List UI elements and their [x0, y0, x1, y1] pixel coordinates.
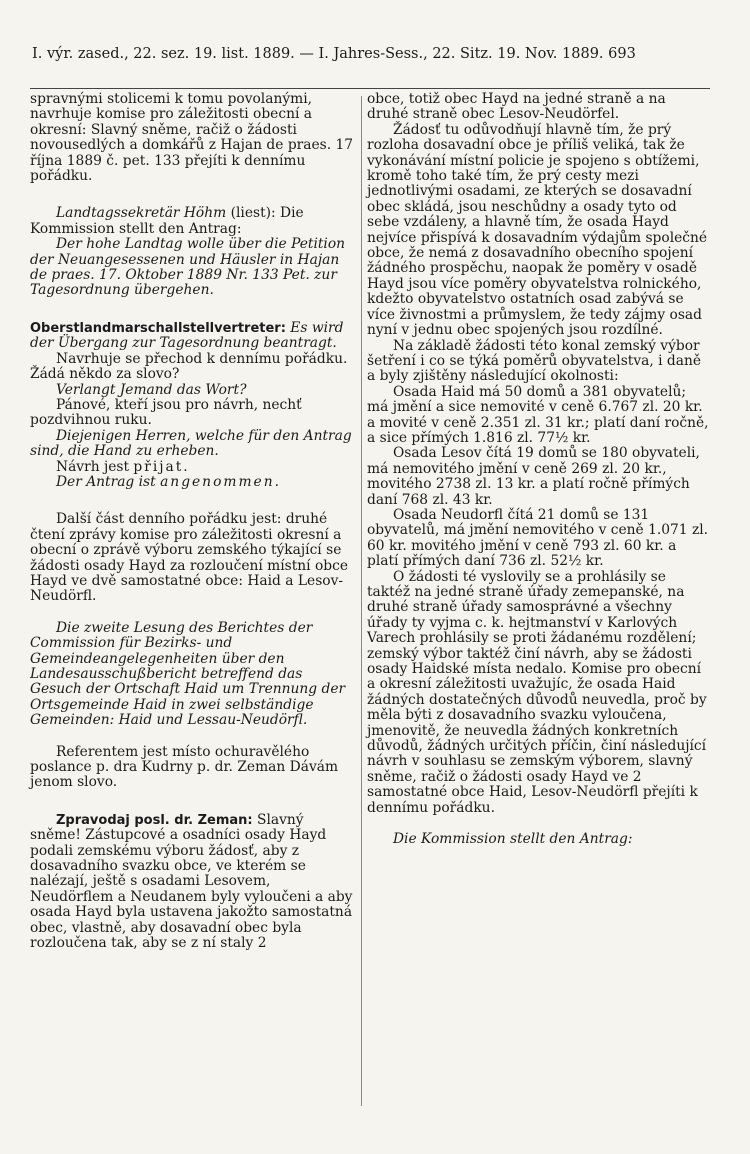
right-column	[367, 92, 709, 848]
header-text: I. výr. zased., 22. sez. 19. list. 1889. — I. Jahres-Sess., 22. Sitz. 19. Nov. 1889. 693	[32, 46, 636, 62]
speaker-name: Landtagssekretär Höhm	[56, 205, 227, 222]
paragraph-result-de: Der Antrag ist angenommen.	[56, 473, 281, 490]
left-column	[30, 92, 358, 952]
paragraph-commission-proposal-de: Der hohe Landtag wolle über die Petition der Neuangesessenen und Häusler in Hajan de praes. 17. Oktober 1889 Nr. 133 Pet. zur Tagesordnung übergehen.	[30, 236, 346, 299]
paragraph-motion-de: Verlangt Jemand das Wort?	[56, 381, 247, 398]
paragraph-vote-call-de: Diejenigen Herren, welche für den Antrag sind, die Hand zu erheben.	[30, 427, 352, 460]
header-rule	[30, 88, 710, 89]
paragraph-rapporteur-note: Referentem jest místo ochuravělého poslance p. dra Kudrny p. dr. Zeman Dávám jenom slovo.	[30, 743, 339, 791]
paragraph-continuation: obce, totiž obec Hayd na jedné straně a na druhé straně obec Lesov-Neudörfel.	[367, 91, 666, 123]
result-emphasis: přijat.	[133, 458, 190, 475]
paragraph-next-agenda-cz: Další část denního pořádku jest: druhé čtení zprávy komise pro záležitosti okresní a obecní o zprávě výboru zemského týkající se žádosti osady Hayd za rozloučení místní obce Hayd ve dvě samostatné obce: Haid a Lesov-Neudörfl.	[30, 511, 349, 605]
column-divider	[361, 96, 362, 1106]
paragraph-commission-proposal-de: Die Kommission stellt den Antrag:	[393, 831, 633, 848]
paragraph-motion-cz: Navrhuje se přechod k dennímu pořádku. Žádá někdo za slovo?	[30, 350, 348, 383]
paragraph-next-agenda-de: Die zweite Lesung des Berichtes der Commission für Bezirks- und Gemeindeangelegenheiten über den Landesausschußbericht betreffend das Gesuch der Ortschaft Haid um Trennung der Ortsgemeinde Haid in zwei selbständige Gemeinden: Haid und Lessau-Neudörfl.	[30, 619, 346, 729]
paragraph-rapporteur-speech	[30, 813, 358, 952]
page-header	[32, 46, 710, 62]
speaker-text: Es wird der Übergang zur Tagesordnung beantragt.	[30, 319, 344, 352]
paragraph-commission-proposal-cz: spravnými stolicemi k tomu povolanými, navrhuje komise pro záležitosti obecní a okresní: Slavný sněme, račiž o žádosti novousedlých a domkářů z Hajan de praes. 17 října 1889 č. pet. 133 přejíti k dennímu pořádku.	[30, 91, 354, 185]
paragraph-reasons: Žádosť tu odůvodňují hlavně tím, že prý rozloha dosavadní obce je příliš veliká, tak že vykonávání místní policie je spojeno s obtížemi, kromě toho také tím, že prý cesty mezi jednotlivými osadami, ze kterých se dosavadní obec skládá, jsou neschůdny a osady tyto od sebe vzdáleny, a hlavně tím, že osada Hayd nejvíce přispívá k dosavadním výdajům společné obce, že nemá z dosavadního obecního spojení žádného prospěchu, naopak že poměry v osadě Hayd jsou více poměry obyvatelstva rolnického, kdežto obyvatelstvo ostatních osad zabývá se více živnostmi a průmyslem, že tedy zájmy osad nyní v jednu obec spojených jsou rozdílné.	[367, 121, 708, 339]
paragraph-investigation: Na základě žádosti této konal zemský výbor šetření i co se týká poměrů obyvatelstva, i daně a byly zjištěny následující okolnosti:	[367, 337, 702, 385]
speaker-text: Slavný sněme! Zástupcové a osadníci osady Hayd podali zemskému výboru žádosť, aby z dosavadního svazku obce, ve kterém se nalézají, ještě s osadami Lesovem, Neudörflem a Neudanem byly vyloučeni a aby osada Hayd byla ustavena jakožto samostatná obec, vlastně, aby dosavadní obec byla rozloučena tak, aby se z ní staly 2	[30, 811, 353, 952]
paragraph-lesov-stats: Osada Lesov čítá 19 domů se 180 obyvateli, má nemovitého jmění v ceně 269 zl. 20 kr., movitého 2738 zl. 13 kr. a platí ročně přímých daní 768 zl. 43 kr.	[367, 445, 700, 508]
paragraph-vote-call-cz: Pánové, kteří jsou pro návrh, nechť pozdvihnou ruku.	[30, 396, 302, 429]
speaker-text: (liest): Die Kommission stellt den Antrag:	[30, 205, 304, 237]
paragraph-chair-statement	[30, 321, 358, 352]
paragraph-result-cz: Návrh jest přijat.	[56, 458, 190, 475]
result-emphasis: angenommen.	[160, 473, 281, 490]
paragraph-secretary-reading	[30, 206, 358, 237]
speaker-name: Zpravodaj posl. dr. Zeman:	[56, 812, 253, 828]
paragraph-haid-stats: Osada Haid má 50 domů a 381 obyvatelů; má jmění a sice nemovité v ceně 6.767 zl. 20 kr. a movité v ceně 2.351 zl. 31 kr.; platí daní ročně, a sice přímých 1.816 zl. 77½ kr.	[367, 383, 709, 446]
paragraph-authorities-opinion: O žádosti té vyslovily se a prohlásily se taktéž na jedné straně úřady zemepanské, na druhé straně úřady samosprávné a všechny úřady ty vyjma c. k. hejtmanství v Karlových Varech prohlásily se proti žádanému rozdělení; zemský výbor taktéž činí návrh, aby se žádosti osady Haidské místa nedalo. Komise pro obecní a okresní záležitosti uvažujíc, že osada Haid žádných dostatečných důvodů neuvedla, proč by měla býti z dosavadního svazku vyloučena, jmenovitě, že neuvedla žádných konkretních důvodů, žádných určitých příčin, činí následující návrh v souhlasu se zemským výborem, slavný sněme, račiž o žádosti osady Hayd ve 2 samostatné obce Haid, Lesov-Neudörfl přejíti k dennímu pořádku.	[367, 568, 707, 816]
paragraph-neudorfl-stats: Osada Neudorfl čítá 21 domů se 131 obyvatelů, má jmění nemovitého v ceně 1.071 zl. 60 kr. movitého jmění v ceně 793 zl. 60 kr. a platí přímých daní 736 zl. 52½ kr.	[367, 506, 709, 570]
speaker-name: Oberstlandmarschallstellvertreter:	[30, 320, 286, 336]
